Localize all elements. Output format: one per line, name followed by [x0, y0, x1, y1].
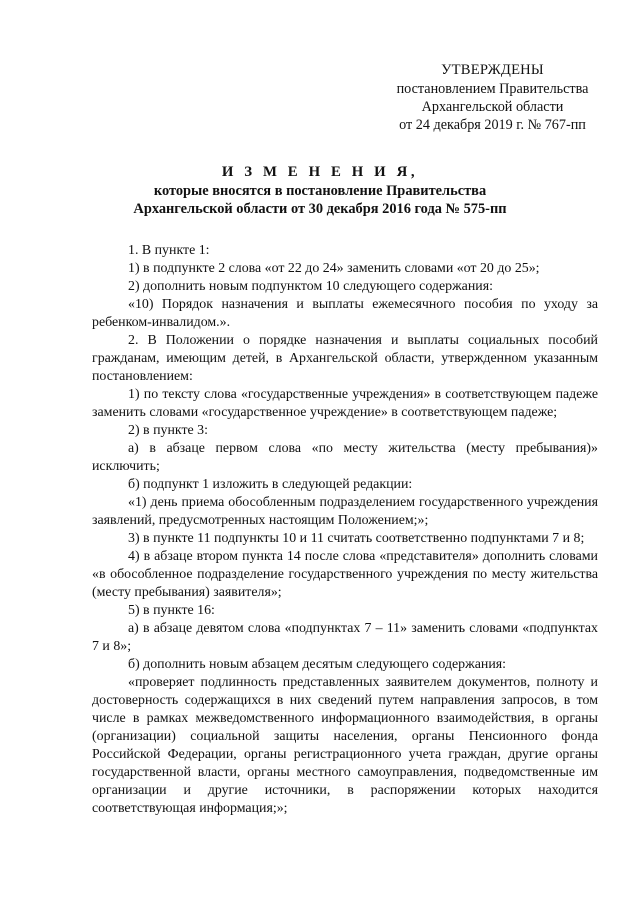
paragraph: а) в абзаце первом слова «по месту жительства (месту пребывания)» исключить; — [92, 441, 598, 474]
approval-line-2: Архангельской области — [421, 99, 564, 115]
paragraph: 1. В пункте 1: — [128, 243, 210, 258]
paragraph: 4) в абзаце втором пункта 14 после слова «представителя» дополнить словами «в обособленное подразделение государственного учреждения по месту жительства (месту пребывания) заявителя»; — [92, 549, 598, 600]
approval-title: УТВЕРЖДЕНЫ — [441, 62, 544, 78]
document-subtitle-line-2: Архангельской области от 30 декабря 2016 года № 575-пп — [133, 201, 507, 217]
approval-line-1: постановлением Правительства — [396, 81, 589, 97]
paragraph: «проверяет подлинность представленных заявителем документов, полноту и достоверность содержащихся в них сведений путем направления запросов, в том числе в рамках межведомственного информационного взаимодействия, в органы (организации) социальной защиты населения, органы Пенсионного фонда Российской Федерации, органы регистрационного учета граждан, другие органы государственной власти, органы местного самоуправления, подведомственные им организации и другие источники, в распоряжении которых находится соответствующая информация;»; — [92, 675, 598, 816]
approval-line-3: от 24 декабря 2019 г. № 767-пп — [399, 117, 586, 133]
paragraph: 3) в пункте 11 подпункты 10 и 11 считать соответственно подпунктами 7 и 8; — [128, 531, 585, 546]
paragraph: б) дополнить новым абзацем десятым следующего содержания: — [128, 657, 506, 672]
paragraph: «10) Порядок назначения и выплаты ежемесячного пособия по уходу за ребенком-инвалидом.». — [92, 297, 598, 330]
approval-block — [385, 61, 600, 134]
paragraph: а) в абзаце девятом слова «подпунктах 7 – 11» заменить словами «подпунктах 7 и 8»; — [92, 621, 598, 654]
paragraph: 2) дополнить новым подпунктом 10 следующего содержания: — [128, 279, 493, 294]
paragraph: 1) по тексту слова «государственные учреждения» в соответствующем падеже заменить словами «государственное учреждение» в соответствующем падеже; — [92, 387, 598, 420]
paragraph: 2. В Положении о порядке назначения и выплаты социальных пособий гражданам, имеющим детей, в Архангельской области, утвержденном указанным постановлением: — [92, 333, 598, 384]
paragraph: 2) в пункте 3: — [128, 423, 208, 438]
paragraph: 1) в подпункте 2 слова «от 22 до 24» заменить словами «от 20 до 25»; — [128, 261, 540, 276]
document-title: И З М Е Н Е Н И Я, — [221, 164, 419, 180]
document-body — [92, 242, 598, 818]
document-subtitle-line-1: которые вносятся в постановление Правительства — [153, 182, 487, 199]
paragraph: 5) в пункте 16: — [128, 603, 215, 618]
paragraph: «1) день приема обособленным подразделением государственного учреждения заявлений, предусмотренных настоящим Положением;»; — [92, 495, 598, 528]
paragraph: б) подпункт 1 изложить в следующей редакции: — [128, 477, 413, 492]
document-heading — [60, 163, 580, 219]
